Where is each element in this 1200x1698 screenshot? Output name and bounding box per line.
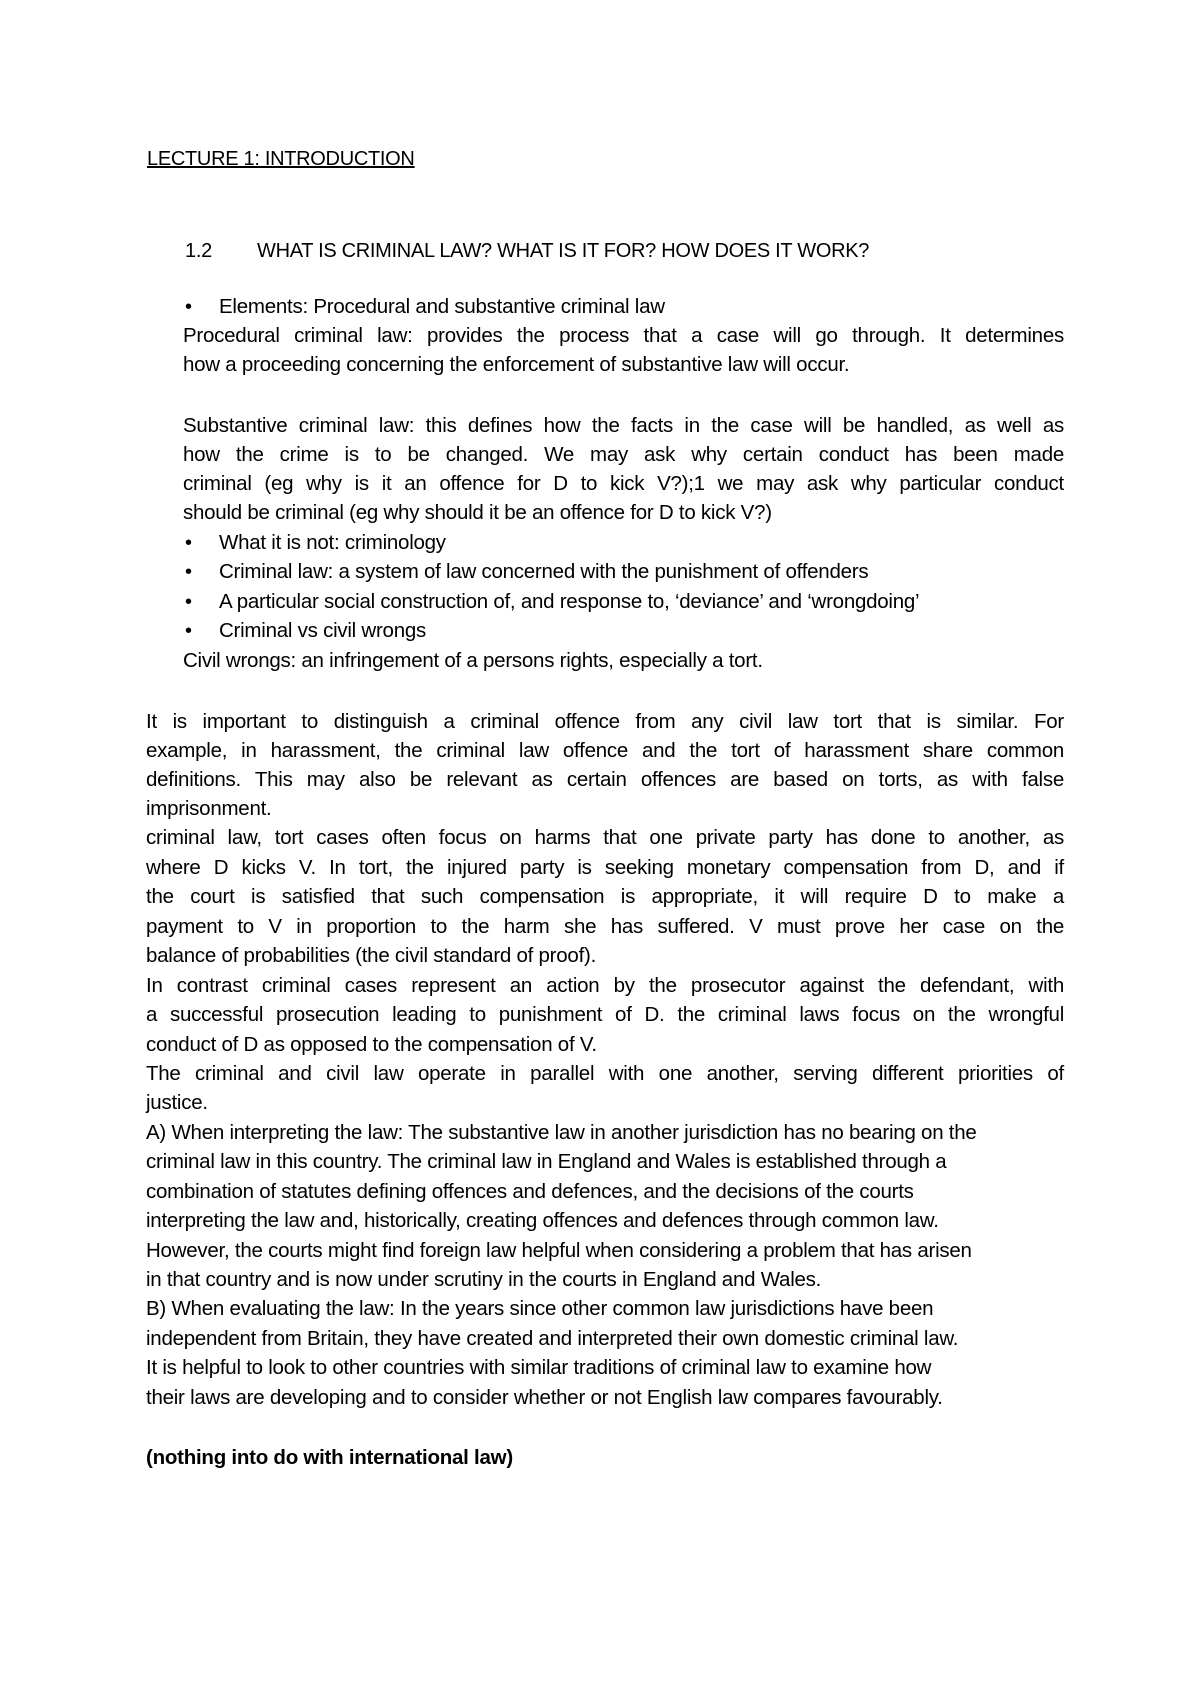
civil-wrongs-definition: Civil wrongs: an infringement of a persons rights, especially a tort. bbox=[183, 649, 763, 672]
body-line: example, in harassment, the criminal law offence and the tort of harassment share common bbox=[146, 739, 1064, 762]
procedural-line-2: how a proceeding concerning the enforcement of substantive law will occur. bbox=[183, 353, 850, 376]
procedural-line-1: Procedural criminal law: provides the process that a case will go through. It determines bbox=[183, 324, 1064, 347]
bullet-elements: • Elements: Procedural and substantive criminal law bbox=[219, 292, 665, 322]
body-line: balance of probabilities (the civil standard of proof). bbox=[146, 944, 597, 967]
body-line: A) When interpreting the law: The substantive law in another jurisdiction has no bearing on the bbox=[146, 1121, 977, 1144]
body-line: payment to V in proportion to the harm she has suffered. V must prove her case on the bbox=[146, 915, 1064, 938]
section-heading-text: WHAT IS CRIMINAL LAW? WHAT IS IT FOR? HOW DOES IT WORK? bbox=[257, 240, 870, 262]
body-line: interpreting the law and, historically, creating offences and defences through common law. bbox=[146, 1209, 939, 1232]
body-line: independent from Britain, they have created and interpreted their own domestic criminal law. bbox=[146, 1327, 959, 1350]
body-line: However, the courts might find foreign law helpful when considering a problem that has arisen bbox=[146, 1239, 972, 1262]
body-line: It is important to distinguish a criminal offence from any civil law tort that is similar. For bbox=[146, 710, 1064, 733]
closing-note: (nothing into do with international law) bbox=[146, 1446, 513, 1469]
substantive-line-3: criminal (eg why is it an offence for D to kick V?);1 we may ask why particular conduct bbox=[183, 472, 1064, 495]
bullet-item: • A particular social construction of, and response to, ‘deviance’ and ‘wrongdoing’ bbox=[219, 587, 919, 617]
body-line: conduct of D as opposed to the compensation of V. bbox=[146, 1033, 597, 1056]
body-line: justice. bbox=[146, 1091, 208, 1114]
section-number: 1.2 bbox=[185, 240, 212, 262]
body-line: a successful prosecution leading to punishment of D. the criminal laws focus on the wrongful bbox=[146, 1003, 1064, 1026]
substantive-line-4: should be criminal (eg why should it be an offence for D to kick V?) bbox=[183, 501, 772, 524]
body-line: definitions. This may also be relevant as certain offences are based on torts, as with false bbox=[146, 768, 1064, 791]
body-line: imprisonment. bbox=[146, 797, 272, 820]
lecture-title: LECTURE 1: INTRODUCTION bbox=[147, 148, 415, 170]
bullet-item: • Criminal law: a system of law concerned with the punishment of offenders bbox=[219, 557, 868, 587]
body-line: the court is satisfied that such compensation is appropriate, it will require D to make a bbox=[146, 885, 1064, 908]
substantive-line-1: Substantive criminal law: this defines how the facts in the case will be handled, as well as bbox=[183, 414, 1064, 437]
body-line: where D kicks V. In tort, the injured party is seeking monetary compensation from D, and if bbox=[146, 856, 1064, 879]
body-line: their laws are developing and to consider whether or not English law compares favourably. bbox=[146, 1386, 943, 1409]
body-line: In contrast criminal cases represent an action by the prosecutor against the defendant, with bbox=[146, 974, 1064, 997]
body-line: B) When evaluating the law: In the years since other common law jurisdictions have been bbox=[146, 1297, 934, 1320]
body-line: It is helpful to look to other countries with similar traditions of criminal law to examine how bbox=[146, 1356, 932, 1379]
bullet-item: • What it is not: criminology bbox=[219, 528, 446, 558]
bullet-item: • Criminal vs civil wrongs bbox=[219, 616, 426, 646]
body-line: in that country and is now under scrutiny in the courts in England and Wales. bbox=[146, 1268, 822, 1291]
substantive-line-2: how the crime is to be changed. We may ask why certain conduct has been made bbox=[183, 443, 1064, 466]
body-line: The criminal and civil law operate in parallel with one another, serving different priorities of bbox=[146, 1062, 1064, 1085]
body-line: combination of statutes defining offences and defences, and the decisions of the courts bbox=[146, 1180, 914, 1203]
body-line: criminal law, tort cases often focus on harms that one private party has done to another, as bbox=[146, 826, 1064, 849]
body-line: criminal law in this country. The criminal law in England and Wales is established through a bbox=[146, 1150, 947, 1173]
section-heading bbox=[185, 240, 869, 263]
